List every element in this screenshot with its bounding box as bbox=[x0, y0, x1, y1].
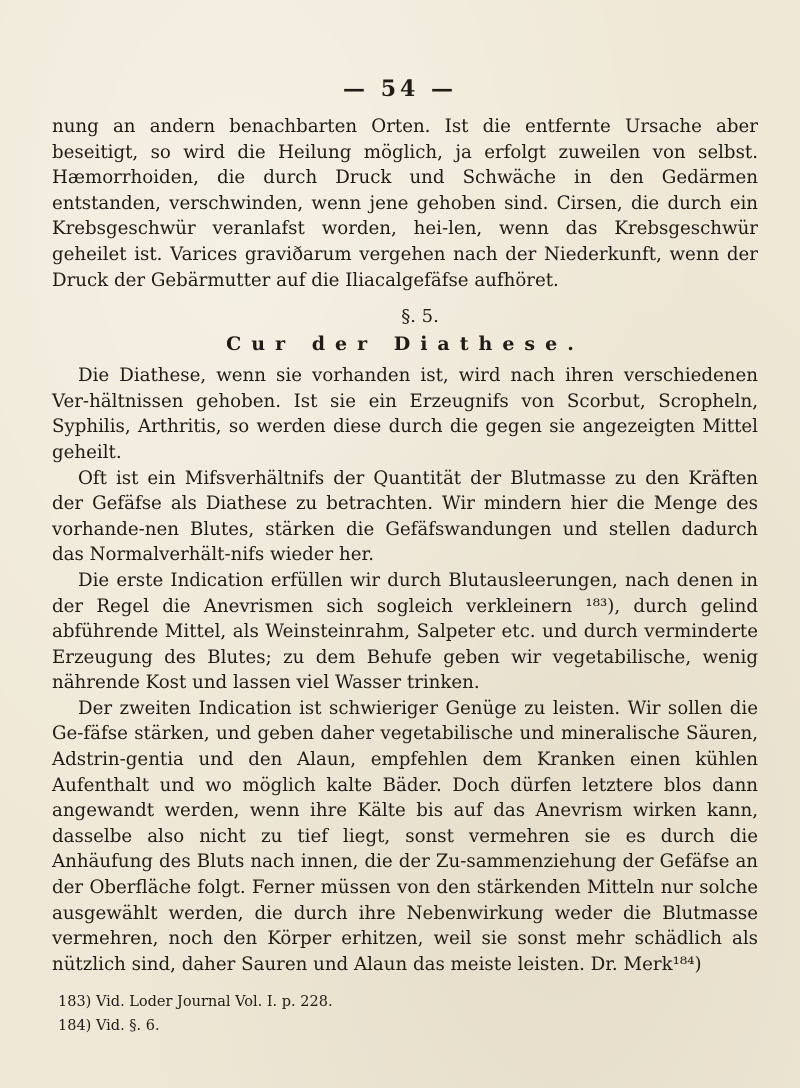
paragraph-zweite-indication: Der zweiten Indication ist schwieriger Genüge zu leisten. Wir sollen die Ge-fäfse stärken, und geben daher vegetabilische und mineralische Säuren, Adstrin-gentia und den Alaun, empfehlen dem Kranken einen kühlen Aufenthalt und wo möglich kalte Bäder. Doch dürfen letztere blos dann angewandt werden, wenn ihre Kälte bis auf das Anevrism wirken kann, dasselbe also nicht zu tief liegt, sonst vermehren sie es durch die Anhäufung des Bluts nach innen, die der Zu-sammenziehung der Gefäfse an der Oberfläche folgt. Ferner müssen von den stärkenden Mitteln nur solche ausgewählt werden, die durch ihre Nebenwirkung weder die Blutmasse vermehren, noch den Körper erhitzen, weil sie sonst mehr schädlich als nützlich sind, daher Sauren und Alaun das meiste leisten. Dr. Merk¹⁸⁴) bbox=[52, 697, 758, 975]
footnote-184: 184) Vid. §. 6. bbox=[58, 1018, 160, 1034]
page-number: — 54 — bbox=[343, 76, 457, 102]
paragraph-continued: nung an andern benachbarten Orten. Ist die entfernte Ursache aber beseitigt, so wird die Heilung möglich, ja erfolgt zuweilen von selbst. Hæmorrhoiden, die durch Druck und Schwäche in den Gedärmen entstanden, verschwinden, wenn jene gehoben sind. Cirsen, die durch ein Krebsgeschwür veranlafst worden, hei-len, wenn das Krebsgeschwür geheilet ist. Varices graviðarum vergehen nach der Niederkunft, wenn der Druck der Gebärmutter auf die Iliacalgefäfse aufhöret. bbox=[52, 116, 758, 291]
section-heading: Cur der Diathese. bbox=[226, 333, 584, 356]
footnote-183: 183) Vid. Loder Journal Vol. I. p. 228. bbox=[58, 994, 333, 1010]
footnotes bbox=[58, 990, 658, 1038]
paragraph-quantitaet: Oft ist ein Mifsverhältnifs der Quantität der Blutmasse zu den Kräften der Gefäfse als Diathese zu betrachten. Wir mindern hier die Menge des vorhande-nen Blutes, stärken die Gefäfswandungen und stellen dadurch das Normalverhält-nifs wieder her. bbox=[52, 467, 758, 566]
paragraph-erste-indication: Die erste Indication erfüllen wir durch Blutausleerungen, nach denen in der Regel die Anevrismen sich sogleich verkleinern ¹⁸³), durch gelind abführende Mittel, als Weinsteinrahm, Salpeter etc. und durch verminderte Erzeugung des Blutes; zu dem Behufe geben wir vegetabilische, wenig nährende Kost und lassen viel Wasser trinken. bbox=[52, 569, 758, 694]
section-number: §. 5. bbox=[401, 306, 439, 328]
paragraph-diathese: Die Diathese, wenn sie vorhanden ist, wird nach ihren verschiedenen Ver-hältnissen gehoben. Ist sie ein Erzeugnifs von Scorbut, Scropheln, Syphilis, Arthritis, so werden diese durch die gegen sie angezeigten Mittel geheilt. bbox=[52, 365, 758, 463]
body-text bbox=[52, 114, 758, 977]
